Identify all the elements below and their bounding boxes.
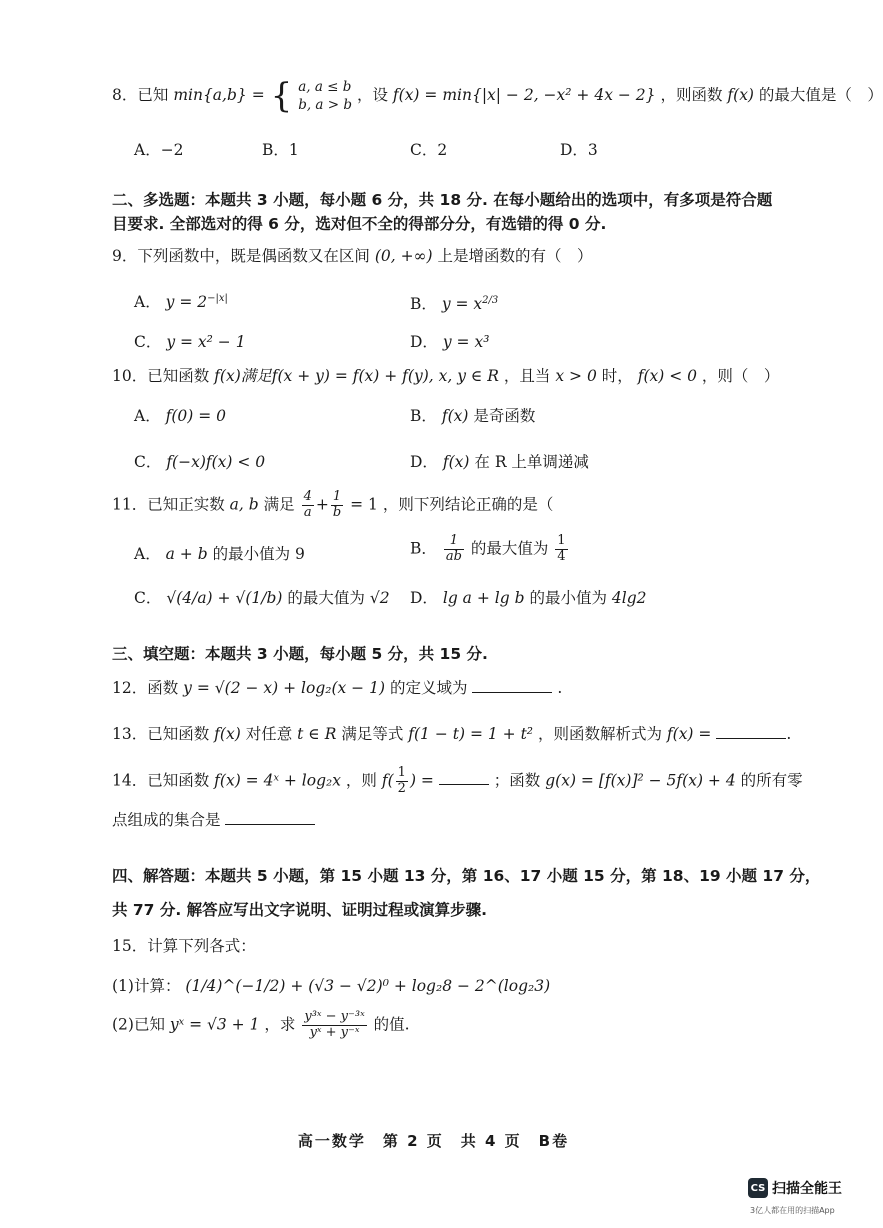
q15-part-2-end: 的值.: [373, 1015, 410, 1034]
q12-stem: 12．函数: [112, 679, 179, 697]
question-14-cont: [112, 808, 315, 830]
q14-stem-c: ；函数: [493, 771, 541, 790]
q11-option-c-val: √2: [369, 589, 390, 607]
q15-part-1-label: (1)计算：: [112, 977, 181, 995]
question-12: [112, 676, 562, 698]
q15-part-2-cond: yˣ = √3 + 1: [169, 1015, 260, 1034]
q11-option-b-label: B．: [410, 539, 437, 558]
section3-heading: 三、填空题：本题共 3 小题，每小题 5 分，共 15 分.: [112, 645, 488, 663]
q14-f-half-open: f(: [381, 771, 394, 790]
question-11: [112, 490, 553, 521]
q8-brace: {: [270, 76, 293, 117]
q11-option-d-label: D．: [410, 589, 438, 607]
q8-option-b: B．1: [262, 141, 299, 159]
q11-stem-b: 满足: [263, 495, 295, 514]
q10-option-b: [410, 404, 535, 426]
scanner-tagline: 3亿人都在用的扫描App: [750, 1206, 835, 1215]
q13-eq: f(1 − t) = 1 + t²: [408, 725, 534, 743]
q15-part-1: [112, 974, 550, 996]
q13-answer-blank[interactable]: [716, 724, 786, 739]
q9-option-c: [134, 330, 246, 352]
q11-stem: 11．已知正实数: [112, 495, 225, 514]
q10-option-c-label: C．: [134, 453, 162, 471]
q11-option-c-math: √(4/a) + √(1/b): [166, 589, 283, 607]
q8-case2: b, a > b: [298, 97, 353, 114]
q11-option-b-frac: [444, 534, 464, 565]
q11-option-b-val-den: 4: [557, 548, 566, 564]
q10-option-b-math: f(x): [441, 407, 469, 425]
camscanner-logo-icon: CS: [748, 1178, 768, 1198]
q9-option-b-exp: 2/3: [482, 294, 499, 306]
q8-fx-def: f(x) = min{|x| − 2, −x² + 4x − 2}: [392, 86, 656, 105]
q11-option-a-text: 的最小值为 9: [212, 545, 305, 563]
q13-fx2: f(x) =: [666, 725, 712, 743]
q8-fx: f(x): [727, 86, 754, 105]
q11-option-c-text: 的最大值为: [287, 589, 365, 607]
q8-text-b: ，设: [356, 86, 388, 105]
q9-option-d-math: y = x³: [442, 333, 490, 351]
q14-stem: 14．已知函数: [112, 771, 210, 790]
q10-option-c-math: f(−x)f(x) < 0: [166, 453, 266, 471]
q11-vars: a, b: [229, 495, 259, 514]
q11-option-a: [134, 542, 305, 564]
page-footer: 高一数学 第 2 页 共 4 页 B卷: [297, 1132, 570, 1150]
q12-answer-blank[interactable]: [472, 678, 552, 693]
q9-option-d: [410, 330, 489, 352]
q12-stem-math: y = √(2 − x) + log₂(x − 1): [183, 679, 385, 697]
scanner-watermark: [748, 1178, 842, 1198]
q15-part-2-frac: [302, 1010, 366, 1041]
q13-fx: f(x): [214, 725, 241, 743]
q14-f-half-close: ) =: [409, 771, 434, 790]
q13-stem-d: ，则函数解析式为: [537, 725, 662, 743]
q10-option-a: [134, 404, 226, 426]
q11-option-b-val-num: 1: [557, 533, 566, 548]
q15-part-2-label: (2)已知: [112, 1015, 165, 1034]
scanner-app-name: 扫描全能王: [772, 1181, 842, 1197]
q15-part-2: [112, 1010, 410, 1041]
q14-line2: 点组成的集合是: [112, 811, 221, 829]
q14-stem-d: 的所有零: [740, 771, 803, 790]
q11-option-b-frac-num: 1: [444, 534, 464, 550]
q14-answer-blank-1[interactable]: [439, 770, 489, 785]
q10-option-d-label: D．: [410, 453, 438, 471]
q9-option-a-label: A．: [134, 293, 161, 311]
q11-option-a-label: A．: [134, 545, 161, 563]
q13-stem: 13．已知函数: [112, 725, 210, 743]
q14-half-frac: [396, 766, 408, 797]
q11-option-d-text: 的最小值为: [529, 589, 607, 607]
question-9: [112, 244, 592, 266]
q14-half-den: 2: [397, 780, 406, 796]
q9-option-d-label: D．: [410, 333, 438, 351]
q11-option-d-math: lg a + lg b: [442, 589, 525, 607]
q14-answer-blank-2[interactable]: [225, 810, 315, 825]
q11-eq: = 1: [350, 495, 378, 514]
q14-stem-b: ，则: [345, 771, 377, 790]
q11-option-b: [410, 534, 570, 565]
q14-half-num: 1: [397, 765, 406, 780]
q9-option-a-math: y = 2: [165, 293, 208, 311]
question-8: [112, 76, 883, 117]
q9-option-b: [410, 292, 498, 314]
q8-min-def: min{a,b} =: [173, 86, 265, 105]
q11-plus: +: [315, 495, 329, 514]
q10-option-d-math: f(x): [442, 453, 470, 471]
q11-frac-1: [302, 490, 314, 521]
q13-t-in: t ∈ R: [297, 725, 337, 743]
q10-stem-d: ，则（ ）: [701, 367, 780, 385]
q9-option-c-math: y = x² − 1: [166, 333, 246, 351]
q14-fx-def: f(x) = 4ˣ + log₂x: [214, 771, 341, 790]
q11-frac-2-den: b: [332, 504, 342, 520]
q15-part-2-mid: ，求: [264, 1015, 296, 1034]
q8-option-a: A．−2: [134, 141, 184, 159]
q9-option-a-exp: −|x|: [207, 292, 228, 304]
q15-part-2-num: y³ˣ − y⁻³ˣ: [304, 1009, 365, 1024]
q11-option-b-frac-den: ab: [445, 548, 462, 564]
q9-option-b-label: B．: [410, 295, 437, 313]
q10-option-d-text: 在 R 上单调递减: [474, 453, 589, 471]
q11-frac-2-num: 1: [331, 490, 343, 506]
q8-text: 8．已知: [112, 86, 169, 105]
q15-part-1-math: (1/4)^(−1/2) + (√3 − √2)⁰ + log₂8 − 2^(log₂3): [185, 977, 551, 995]
q13-stem-c: 满足等式: [341, 725, 404, 743]
q8-text-d: 的最大值是（ ）: [758, 86, 883, 105]
q10-cond2: f(x) < 0: [637, 367, 697, 385]
q13-stem-b: 对任意: [245, 725, 293, 743]
q8-case1: a, a ≤ b: [298, 79, 352, 95]
question-15: 15．计算下列各式：: [112, 937, 256, 955]
q10-cond1: x > 0: [555, 367, 597, 385]
q12-stem-b: 的定义域为: [389, 679, 468, 697]
q14-gx-def: g(x) = [f(x)]² − 5f(x) + 4: [545, 771, 736, 790]
q11-option-c-label: C．: [134, 589, 162, 607]
q9-interval: (0, +∞): [374, 247, 433, 265]
q10-option-d: [410, 450, 589, 472]
q11-frac-1-den: a: [303, 504, 312, 520]
q10-option-b-text: 是奇函数: [473, 407, 536, 425]
q10-option-b-label: B．: [410, 407, 437, 425]
q11-frac-2: [331, 490, 343, 521]
q8-cases: [298, 78, 352, 114]
q10-stem-c: 时，: [601, 367, 633, 385]
q9-option-b-math: y = x: [441, 295, 483, 313]
section2-heading-cont: 目要求. 全部选对的得 6 分，选对但不全的得部分分，有选错的得 0 分.: [112, 215, 607, 233]
q12-stem-c: .: [557, 679, 563, 697]
q11-option-a-math: a + b: [165, 545, 208, 563]
q8-option-d: D．3: [560, 141, 598, 159]
section4-heading-cont: 共 77 分. 解答应写出文字说明、证明过程或演算步骤.: [112, 901, 488, 919]
q10-stem-b: ，且当: [503, 367, 551, 385]
q9-stem-b: 上是增函数的有（ ）: [437, 247, 593, 265]
q9-option-c-label: C．: [134, 333, 162, 351]
q11-option-d: [410, 586, 647, 608]
q10-stem: 10．已知函数: [112, 367, 210, 385]
q11-option-c: [134, 586, 390, 608]
question-13: [112, 722, 791, 744]
q9-option-a: [134, 290, 228, 312]
q15-part-2-den: yˣ + y⁻ˣ: [309, 1024, 360, 1040]
q11-option-b-val: [555, 534, 567, 565]
q11-option-b-text: 的最大值为: [470, 539, 549, 558]
q10-option-a-math: f(0) = 0: [165, 407, 227, 425]
q11-stem-c: ，则下列结论正确的是（: [382, 495, 554, 514]
q10-stem-math: f(x)满足f(x + y) = f(x) + f(y), x, y ∈ R: [214, 367, 499, 385]
q9-stem: 9．下列函数中，既是偶函数又在区间: [112, 247, 370, 265]
q11-frac-1-num: 4: [303, 489, 312, 504]
q13-stem-e: .: [786, 725, 792, 743]
q10-option-a-label: A．: [134, 407, 161, 425]
q10-option-c: [134, 450, 265, 472]
q11-option-d-val: 4lg2: [611, 589, 647, 607]
q8-text-c: ，则函数: [660, 86, 723, 105]
question-10: [112, 364, 779, 386]
q8-option-c: C．2: [410, 141, 448, 159]
section2-heading: 二、多选题：本题共 3 小题，每小题 6 分，共 18 分. 在每小题给出的选项中，有多项是符合题: [112, 191, 773, 209]
question-14: [112, 766, 803, 797]
section4-heading: 四、解答题：本题共 5 小题，第 15 小题 13 分，第 16、17 小题 15 分，第 18、19 小题 17 分，: [112, 867, 821, 885]
